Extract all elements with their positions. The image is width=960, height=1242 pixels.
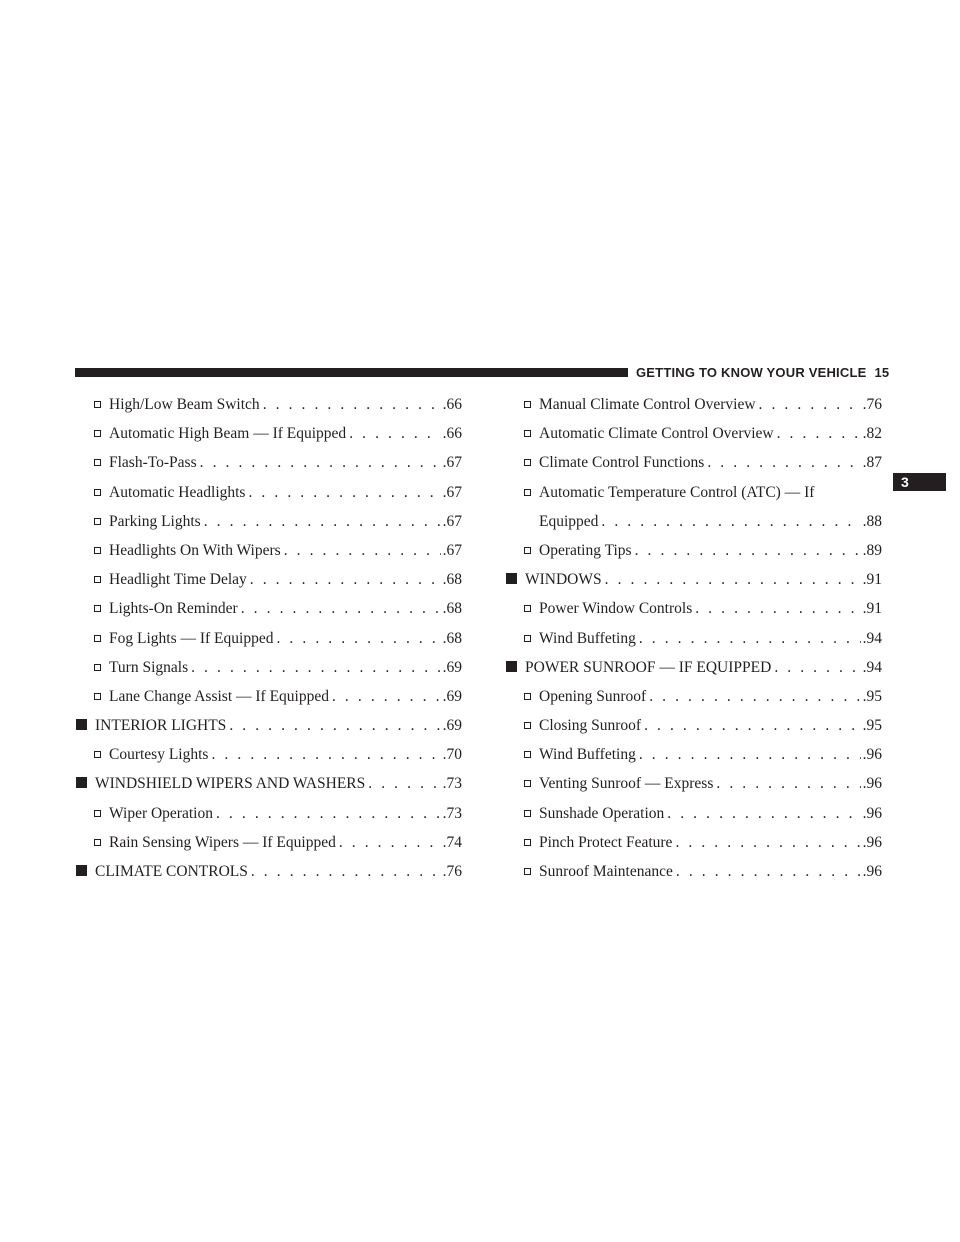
dot-leader — [759, 390, 861, 419]
dot-leader — [284, 536, 441, 565]
dot-leader — [716, 769, 860, 798]
toc-entry-label: Flash-To-Pass — [109, 454, 197, 472]
toc-section-label: INTERIOR LIGHTS — [95, 717, 227, 735]
hollow-square-bullet-icon — [524, 868, 531, 875]
dot-leader — [204, 507, 441, 536]
hollow-square-bullet-icon — [524, 780, 531, 787]
dot-leader — [639, 740, 861, 769]
dot-leader — [774, 653, 860, 682]
hollow-square-bullet-icon — [94, 518, 101, 525]
toc-entry[interactable] — [76, 565, 462, 594]
hollow-square-bullet-icon — [524, 401, 531, 408]
toc-entry-page: .87 — [862, 454, 882, 472]
section-title: GETTING TO KNOW YOUR VEHICLE — [636, 365, 867, 380]
toc-section-label: CLIMATE CONTROLS — [95, 863, 248, 880]
toc-entry[interactable] — [76, 478, 462, 507]
toc-entry-label: Rain Sensing Wipers — If Equipped — [109, 833, 336, 851]
toc-entry-label: Pinch Protect Feature — [539, 833, 673, 851]
dot-leader — [707, 448, 860, 477]
toc-entry[interactable] — [76, 390, 462, 419]
toc-entry-label: Opening Sunroof — [539, 687, 647, 705]
toc-entry-label: Closing Sunroof — [539, 717, 642, 735]
hollow-square-bullet-icon — [94, 489, 101, 496]
running-header — [636, 365, 889, 380]
toc-entry-label: Automatic High Beam — If Equipped — [109, 425, 347, 443]
toc-entry-page: .68 — [442, 629, 462, 647]
toc-entry[interactable] — [506, 390, 882, 419]
toc-entry[interactable] — [76, 740, 462, 769]
dot-leader — [667, 799, 860, 828]
toc-section-page: .91 — [862, 571, 882, 589]
toc-entry[interactable] — [506, 799, 882, 828]
toc-entry-page: .95 — [862, 717, 882, 735]
toc-entry[interactable] — [506, 624, 882, 653]
dot-leader — [332, 682, 441, 711]
hollow-square-bullet-icon — [524, 489, 531, 496]
toc-section-page: .76 — [442, 863, 462, 880]
dot-leader — [368, 769, 440, 798]
toc-entry[interactable] — [76, 536, 462, 565]
toc-entry-page: .94 — [862, 629, 882, 647]
toc-entry[interactable] — [506, 448, 882, 477]
hollow-square-bullet-icon — [94, 839, 101, 846]
dot-leader — [695, 594, 860, 623]
toc-entry-label: Power Window Controls — [539, 600, 693, 618]
toc-entry[interactable] — [76, 419, 462, 448]
toc-entry[interactable] — [506, 740, 882, 769]
toc-entry[interactable] — [76, 799, 462, 828]
toc-entry-label: Operating Tips — [539, 541, 632, 559]
toc-section-label: WINDOWS — [525, 571, 602, 589]
toc-entry[interactable] — [76, 448, 462, 477]
toc-entry-label: Venting Sunroof — Express — [539, 775, 714, 793]
dot-leader — [251, 857, 441, 886]
toc-entry-page: .67 — [442, 483, 462, 501]
header-rule — [75, 368, 628, 377]
toc-entry[interactable] — [506, 828, 882, 857]
toc-entry-page: .67 — [442, 454, 462, 472]
dot-leader — [250, 565, 441, 594]
toc-column-right — [506, 390, 882, 886]
dot-leader — [601, 507, 860, 536]
hollow-square-bullet-icon — [94, 810, 101, 817]
toc-entry-label: Parking Lights — [109, 512, 201, 530]
dot-leader — [211, 740, 440, 769]
toc-entry[interactable] — [76, 624, 462, 653]
dot-leader — [639, 624, 861, 653]
hollow-square-bullet-icon — [94, 401, 101, 408]
toc-entry-page: .74 — [442, 833, 462, 851]
toc-section[interactable] — [76, 711, 462, 740]
toc-entry-label: Fog Lights — If Equipped — [109, 629, 274, 647]
toc-entry-page: .76 — [862, 396, 882, 413]
dot-leader — [339, 828, 441, 857]
dot-leader — [191, 653, 441, 682]
dot-leader — [200, 448, 441, 477]
hollow-square-bullet-icon — [524, 459, 531, 466]
dot-leader — [229, 711, 440, 740]
toc-entry-label: Automatic Headlights — [109, 483, 246, 501]
toc-entry-page: .70 — [442, 746, 462, 764]
toc-entry-page: .95 — [862, 687, 882, 705]
toc-entry-page: .96 — [862, 833, 882, 851]
toc-entry-label: Turn Signals — [109, 658, 189, 676]
hollow-square-bullet-icon — [524, 605, 531, 612]
toc-entry-label: Manual Climate Control Overview — [539, 396, 756, 413]
toc-entry-page: .91 — [862, 600, 882, 618]
hollow-square-bullet-icon — [524, 635, 531, 642]
hollow-square-bullet-icon — [94, 693, 101, 700]
toc-column-left — [76, 390, 462, 886]
hollow-square-bullet-icon — [524, 693, 531, 700]
hollow-square-bullet-icon — [94, 664, 101, 671]
toc-section-page: .73 — [442, 775, 462, 793]
dot-leader — [605, 565, 861, 594]
toc-entry[interactable] — [506, 478, 882, 536]
toc-entry[interactable] — [506, 857, 882, 886]
toc-section[interactable] — [76, 857, 462, 886]
toc-entry-label: Climate Control Functions — [539, 454, 705, 472]
toc-entry-page: .68 — [442, 571, 462, 589]
hollow-square-bullet-icon — [524, 810, 531, 817]
toc-entry-label: Headlight Time Delay — [109, 571, 247, 589]
toc-entry-page: .82 — [862, 425, 882, 443]
hollow-square-bullet-icon — [94, 547, 101, 554]
hollow-square-bullet-icon — [524, 547, 531, 554]
dot-leader — [216, 799, 441, 828]
toc-entry-page: .96 — [862, 775, 882, 793]
toc-entry-label: Lane Change Assist — If Equipped — [109, 687, 329, 705]
filled-square-bullet-icon — [76, 777, 87, 788]
toc-entry-page: .66 — [442, 425, 462, 443]
toc-entry[interactable] — [506, 682, 882, 711]
toc-entry-label-continued: Equipped — [539, 512, 599, 530]
hollow-square-bullet-icon — [94, 430, 101, 437]
toc-entry-label: Lights-On Reminder — [109, 600, 238, 618]
hollow-square-bullet-icon — [94, 459, 101, 466]
toc-entry-label: High/Low Beam Switch — [109, 396, 260, 413]
toc-entry[interactable] — [76, 682, 462, 711]
toc-entry-label: Headlights On With Wipers — [109, 541, 281, 559]
hollow-square-bullet-icon — [94, 751, 101, 758]
toc-entry[interactable] — [506, 594, 882, 623]
toc-entry[interactable] — [76, 594, 462, 623]
chapter-tab[interactable]: 3 — [893, 473, 946, 491]
toc-entry-page: .73 — [442, 804, 462, 822]
dot-leader — [649, 682, 860, 711]
hollow-square-bullet-icon — [94, 576, 101, 583]
toc-entry-page: .67 — [442, 512, 462, 530]
toc-entry-label: Wind Buffeting — [539, 746, 636, 764]
toc-entry[interactable] — [76, 653, 462, 682]
toc-section[interactable] — [506, 653, 882, 682]
toc-entry[interactable] — [76, 828, 462, 857]
toc-entry-page: .68 — [442, 600, 462, 618]
page-number: 15 — [874, 365, 890, 380]
toc-entry-page: .89 — [862, 541, 882, 559]
filled-square-bullet-icon — [506, 661, 517, 672]
toc-entry[interactable] — [506, 536, 882, 565]
toc-entry-label: Wiper Operation — [109, 804, 213, 822]
hollow-square-bullet-icon — [524, 751, 531, 758]
toc-entry-label: Sunroof Maintenance — [539, 863, 673, 881]
toc-entry[interactable] — [506, 711, 882, 740]
dot-leader — [241, 594, 441, 623]
toc-entry-label: Automatic Temperature Control (ATC) — If — [539, 483, 815, 501]
hollow-square-bullet-icon — [94, 635, 101, 642]
dot-leader — [635, 536, 861, 565]
toc-section-label: POWER SUNROOF — IF EQUIPPED — [525, 658, 772, 676]
toc-entry-page: .66 — [442, 396, 462, 413]
toc-entry-page: .96 — [862, 804, 882, 822]
toc-entry-label: Automatic Climate Control Overview — [539, 425, 774, 443]
hollow-square-bullet-icon — [524, 839, 531, 846]
toc-entry-page: .96 — [862, 863, 882, 881]
dot-leader — [644, 711, 861, 740]
dot-leader — [676, 857, 861, 886]
dot-leader — [276, 624, 440, 653]
toc-entry[interactable] — [76, 507, 462, 536]
toc-entry-label: Sunshade Operation — [539, 804, 665, 822]
dot-leader — [349, 419, 440, 448]
toc-entry-label: Courtesy Lights — [109, 746, 209, 764]
dot-leader — [675, 828, 860, 857]
filled-square-bullet-icon — [76, 865, 87, 876]
toc-section[interactable] — [506, 565, 882, 594]
toc-section-page: .69 — [442, 717, 462, 735]
dot-leader — [263, 390, 441, 419]
toc-section[interactable] — [76, 769, 462, 798]
dot-leader — [248, 478, 440, 507]
toc-entry-page: .69 — [442, 658, 462, 676]
dot-leader — [777, 419, 861, 448]
toc-entry-page: .96 — [862, 746, 882, 764]
toc-section-label: WINDSHIELD WIPERS AND WASHERS — [95, 775, 366, 793]
hollow-square-bullet-icon — [524, 722, 531, 729]
toc-entry-page: .69 — [442, 687, 462, 705]
toc-section-page: .94 — [862, 658, 882, 676]
toc-entry[interactable] — [506, 419, 882, 448]
toc-entry-page: .67 — [442, 541, 462, 559]
toc-entry-label: Wind Buffeting — [539, 629, 636, 647]
toc-entry[interactable] — [506, 769, 882, 798]
hollow-square-bullet-icon — [524, 430, 531, 437]
filled-square-bullet-icon — [506, 573, 517, 584]
filled-square-bullet-icon — [76, 719, 87, 730]
hollow-square-bullet-icon — [94, 605, 101, 612]
toc-entry-page: .88 — [862, 512, 882, 530]
